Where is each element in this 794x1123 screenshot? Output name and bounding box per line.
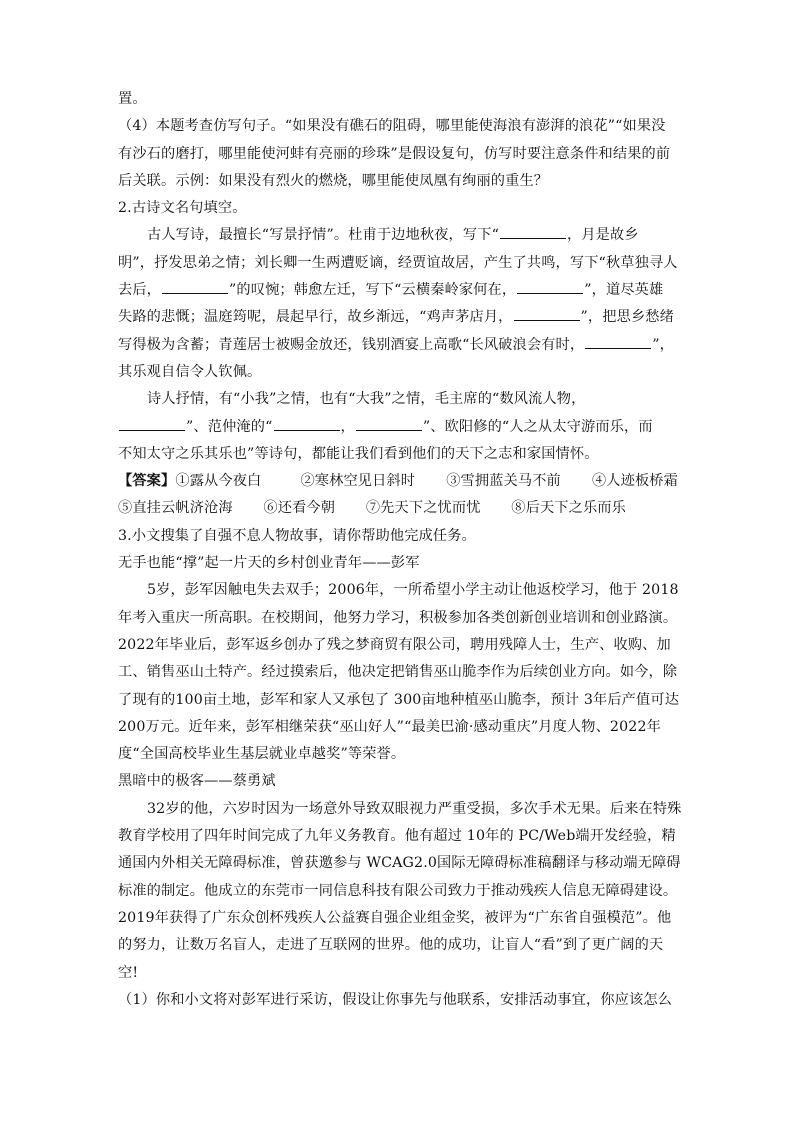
story1-line4: 工、销售巫山土特产。经过摸索后，他决定把销售巫山脆李作为后续创业方向。如今，除 — [118, 664, 678, 681]
q1-part4-line2: 有沙石的磨打，哪里能使河蚌有亮丽的珍珠”是假设复句，仿写时要注意条件和结果的前 — [118, 145, 671, 162]
answer-row-2 — [118, 495, 678, 522]
story1-line6: 200万元。近年来，彭军相继荣获“巫山好人”“最美巴渝·感动重庆”月度人物、2022年 — [118, 718, 661, 735]
story2-line6: 的努力，让数万名盲人，走进了互联网的世界。他的成功，让盲人“看”到了更广阔的天 — [118, 937, 664, 954]
story2-line4: 标准的制定。他成立的东莞市一同信息科技有限公司致力于推动残疾人信息无障碍建设。 — [118, 882, 678, 899]
q2-p1-line4: 失路的悲慨；温庭筠呢，晨起早行，故乡渐远，“鸡声茅店月， ”，把思乡愁绪 — [118, 304, 678, 331]
q2-p1-line3: 去后， ”的叹惋；韩愈左迁，写下“云横秦岭家何在， ”，道尽英雄 — [118, 277, 678, 304]
story2-line2: 教育学校用了四年时间完成了九年义务教育。他有超过 10年的 PC/Web端开发经验，精 — [118, 828, 676, 845]
answer-blank[interactable] — [585, 334, 651, 349]
answer-blank[interactable] — [162, 279, 228, 294]
story1-line7: 度“全国高校毕业生基层就业卓越奖”等荣誉。 — [118, 746, 406, 763]
q2-heading: 2.古诗文名句填空。 — [118, 200, 247, 217]
q2-p1-line1: 古人写诗，最擅长“写景抒情”。杜甫于边地秋夜，写下“ ，月是故乡 — [118, 222, 678, 249]
q1-part4-line3: 后关联。示例：如果没有烈火的燃烧，哪里能使凤凰有绚丽的重生？ — [118, 172, 549, 189]
answer-item: ⑦先天下之忧而忧 — [365, 500, 481, 517]
story2-line5: 2019年获得了广东众创杯残疾人公益赛自强企业组金奖，被评为“广东省自强模范”。他 — [118, 909, 672, 926]
q2-p2-line3: 不知太守之乐其乐也”等诗句，都能让我们看到他们的天下之志和家国情怀。 — [118, 445, 599, 462]
answer-blank[interactable] — [514, 306, 580, 321]
story2-line7: 空! — [118, 964, 139, 981]
answer-item: ⑤直挂云帆济沧海 — [118, 500, 233, 517]
story1-line2: 年考入重庆一所高职。在校期间，他努力学习，积极参加各类创新创业培训和创业路演。 — [118, 609, 678, 626]
q2-p1-line5: 写得极为含蓄；青莲居士被赐金放还，钱别酒宴上高歌“长风破浪会有时， ”， — [118, 332, 678, 359]
answer-item: ①露从今夜白 — [175, 473, 262, 490]
answer-row-1 — [118, 468, 678, 495]
answer-blank[interactable] — [356, 416, 422, 431]
q2-p1-line2: 明”，抒发思弟之情；刘长卿一生两遭贬谪，经贾谊故居，产生了共鸣，写下“秋草独寻人 — [118, 254, 678, 271]
q1-tail-line: 置。 — [118, 91, 147, 107]
answer-item: ③雪拥蓝关马不前 — [446, 473, 561, 490]
document-page — [118, 86, 682, 1014]
story2-line1: 32岁的他，六岁时因为一场意外导致双眼视力严重受损，多次手术无果。后来在特殊 — [147, 800, 682, 817]
answer-blank[interactable] — [119, 416, 185, 431]
story1-line3: 2022年毕业后，彭军返乡创办了残之梦商贸有限公司，聘用残障人士，生产、收购、加 — [118, 636, 671, 653]
q2-p1-line6: 其乐观自信令人钦佩。 — [118, 363, 262, 380]
story2-line3: 通国内外相关无障碍标准，曾获邀参与 WCAG2.0国际无障碍标准稿翻译与移动端无障碍 — [118, 855, 681, 872]
answer-item: ④人迹板桥霜 — [591, 473, 678, 490]
answer-label: 【答案】 — [118, 473, 176, 490]
answer-blank[interactable] — [517, 279, 583, 294]
story1-line1: 5岁，彭军因触电失去双手；2006年，一所希望小学主动让他返校学习，他于 2018 — [147, 582, 679, 599]
answer-item: ⑧后天下之乐而乐 — [511, 500, 626, 517]
q3-heading: 3.小文搜集了自强不息人物故事，请你帮助他完成任务。 — [118, 527, 476, 544]
q3-sub1: （1）你和小文将对彭军进行采访，假设让你事先与他联系，安排活动事宜，你应该怎么 — [118, 991, 673, 1008]
story2-title: 黑暗中的极客——蔡勇斌 — [118, 773, 276, 790]
q2-p2-line1: 诗人抒情，有“小我”之情，也有“大我”之情，毛主席的“数风流人物， — [147, 391, 586, 408]
answer-blank[interactable] — [500, 224, 566, 239]
answer-blank[interactable] — [274, 416, 340, 431]
answer-item: ②寒林空见日斜时 — [300, 473, 416, 490]
story1-line5: 了现有的100亩土地，彭军和家人又承包了 300亩地种植巫山脆李，预计 3年后产值可达 — [118, 691, 680, 708]
answer-item: ⑥还看今朝 — [263, 500, 336, 517]
q2-p2-line2: ”、范仲淹的“ ， ”、欧阳修的“人之从太守游而乐，而 — [118, 414, 678, 441]
story1-title: 无手也能“撑”起一片天的乡村创业青年——彭军 — [118, 555, 420, 572]
q1-part4-line1: （4）本题考查仿写句子。“如果没有礁石的阻碍，哪里能使海浪有澎湃的浪花”“如果没 — [118, 118, 666, 135]
